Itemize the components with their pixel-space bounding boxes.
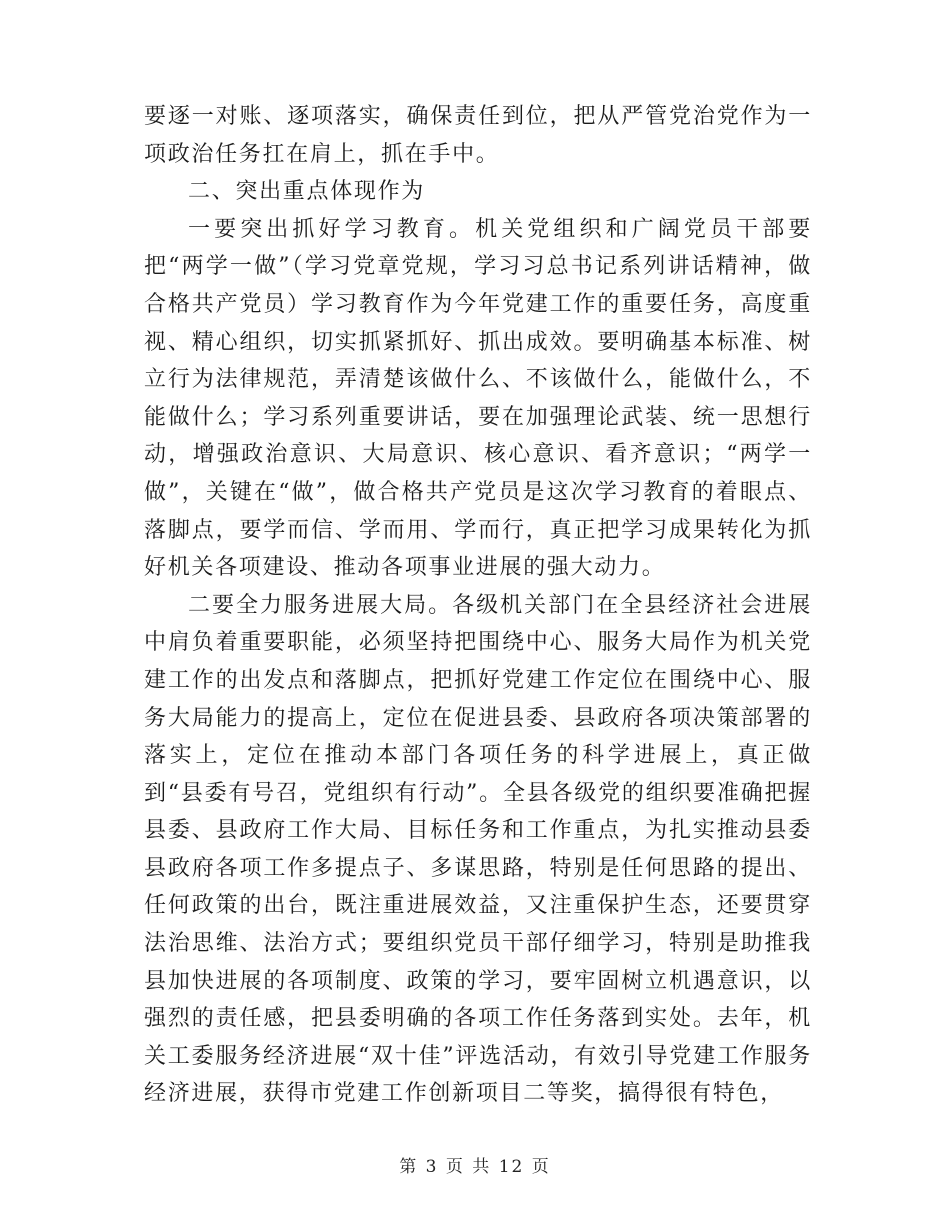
document-body (144, 98, 812, 1113)
paragraph-1: 要逐一对账、逐项落实，确保责任到位，把从严管党治党作为一项政治任务扛在肩上，抓在手中。 (144, 104, 812, 167)
paragraph-4: 二要全力服务进展大局。各级机关部门在全县经济社会进展中肩负着重要职能，必须坚持把围绕中心、服务大局作为机关党建工作的出发点和落脚点，把抓好党建工作定位在围绕中心、服务大局能力的提高上，定位在促进县委、县政府各项决策部署的落实上，定位在推动本部门各项任务的科学进展上，真正做到“县委有号召，党组织有行动”。全县各级党的组织要准确把握县委、县政府工作大局、目标任务和工作重点，为扎实推动县委县政府各项工作多提点子、多谋思路，特别是任何思路的提出、任何政策的出台，既注重进展效益，又注重保护生态，还要贯穿法治思维、法治方式；要组织党员干部仔细学习，特别是助推我县加快进展的各项制度、政策的学习，要牢固树立机遇意识，以强烈的责任感，把县委明确的各项工作任务落到实处。去年，机关工委服务经济进展“双十佳”评选活动，有效引导党建工作服务经济进展，获得市党建工作创新项目二等奖，搞得很有特色， (144, 592, 812, 1107)
page-number-footer: 第 3 页 共 12 页 (399, 1157, 551, 1177)
section-heading: 二、突出重点体现作为 (188, 179, 426, 205)
paragraph-3: 一要突出抓好学习教育。机关党组织和广阔党员干部要把“两学一做”（学习党章党规，学习习总书记系列讲话精神，做合格共产党员）学习教育作为今年党建工作的重要任务，高度重视、精心组织，切实抓紧抓好、抓出成效。要明确基本标准、树立行为法律规范，弄清楚该做什么、不该做什么，能做什么，不能做什么；学习系列重要讲话，要在加强理论武装、统一思想行动，增强政治意识、大局意识、核心意识、看齐意识；“两学一做”，关键在“做”，做合格共产党员是这次学习教育的着眼点、落脚点，要学而信、学而用、学而行，真正把学习成果转化为抓好机关各项建设、推动各项事业进展的强大动力。 (144, 216, 812, 581)
